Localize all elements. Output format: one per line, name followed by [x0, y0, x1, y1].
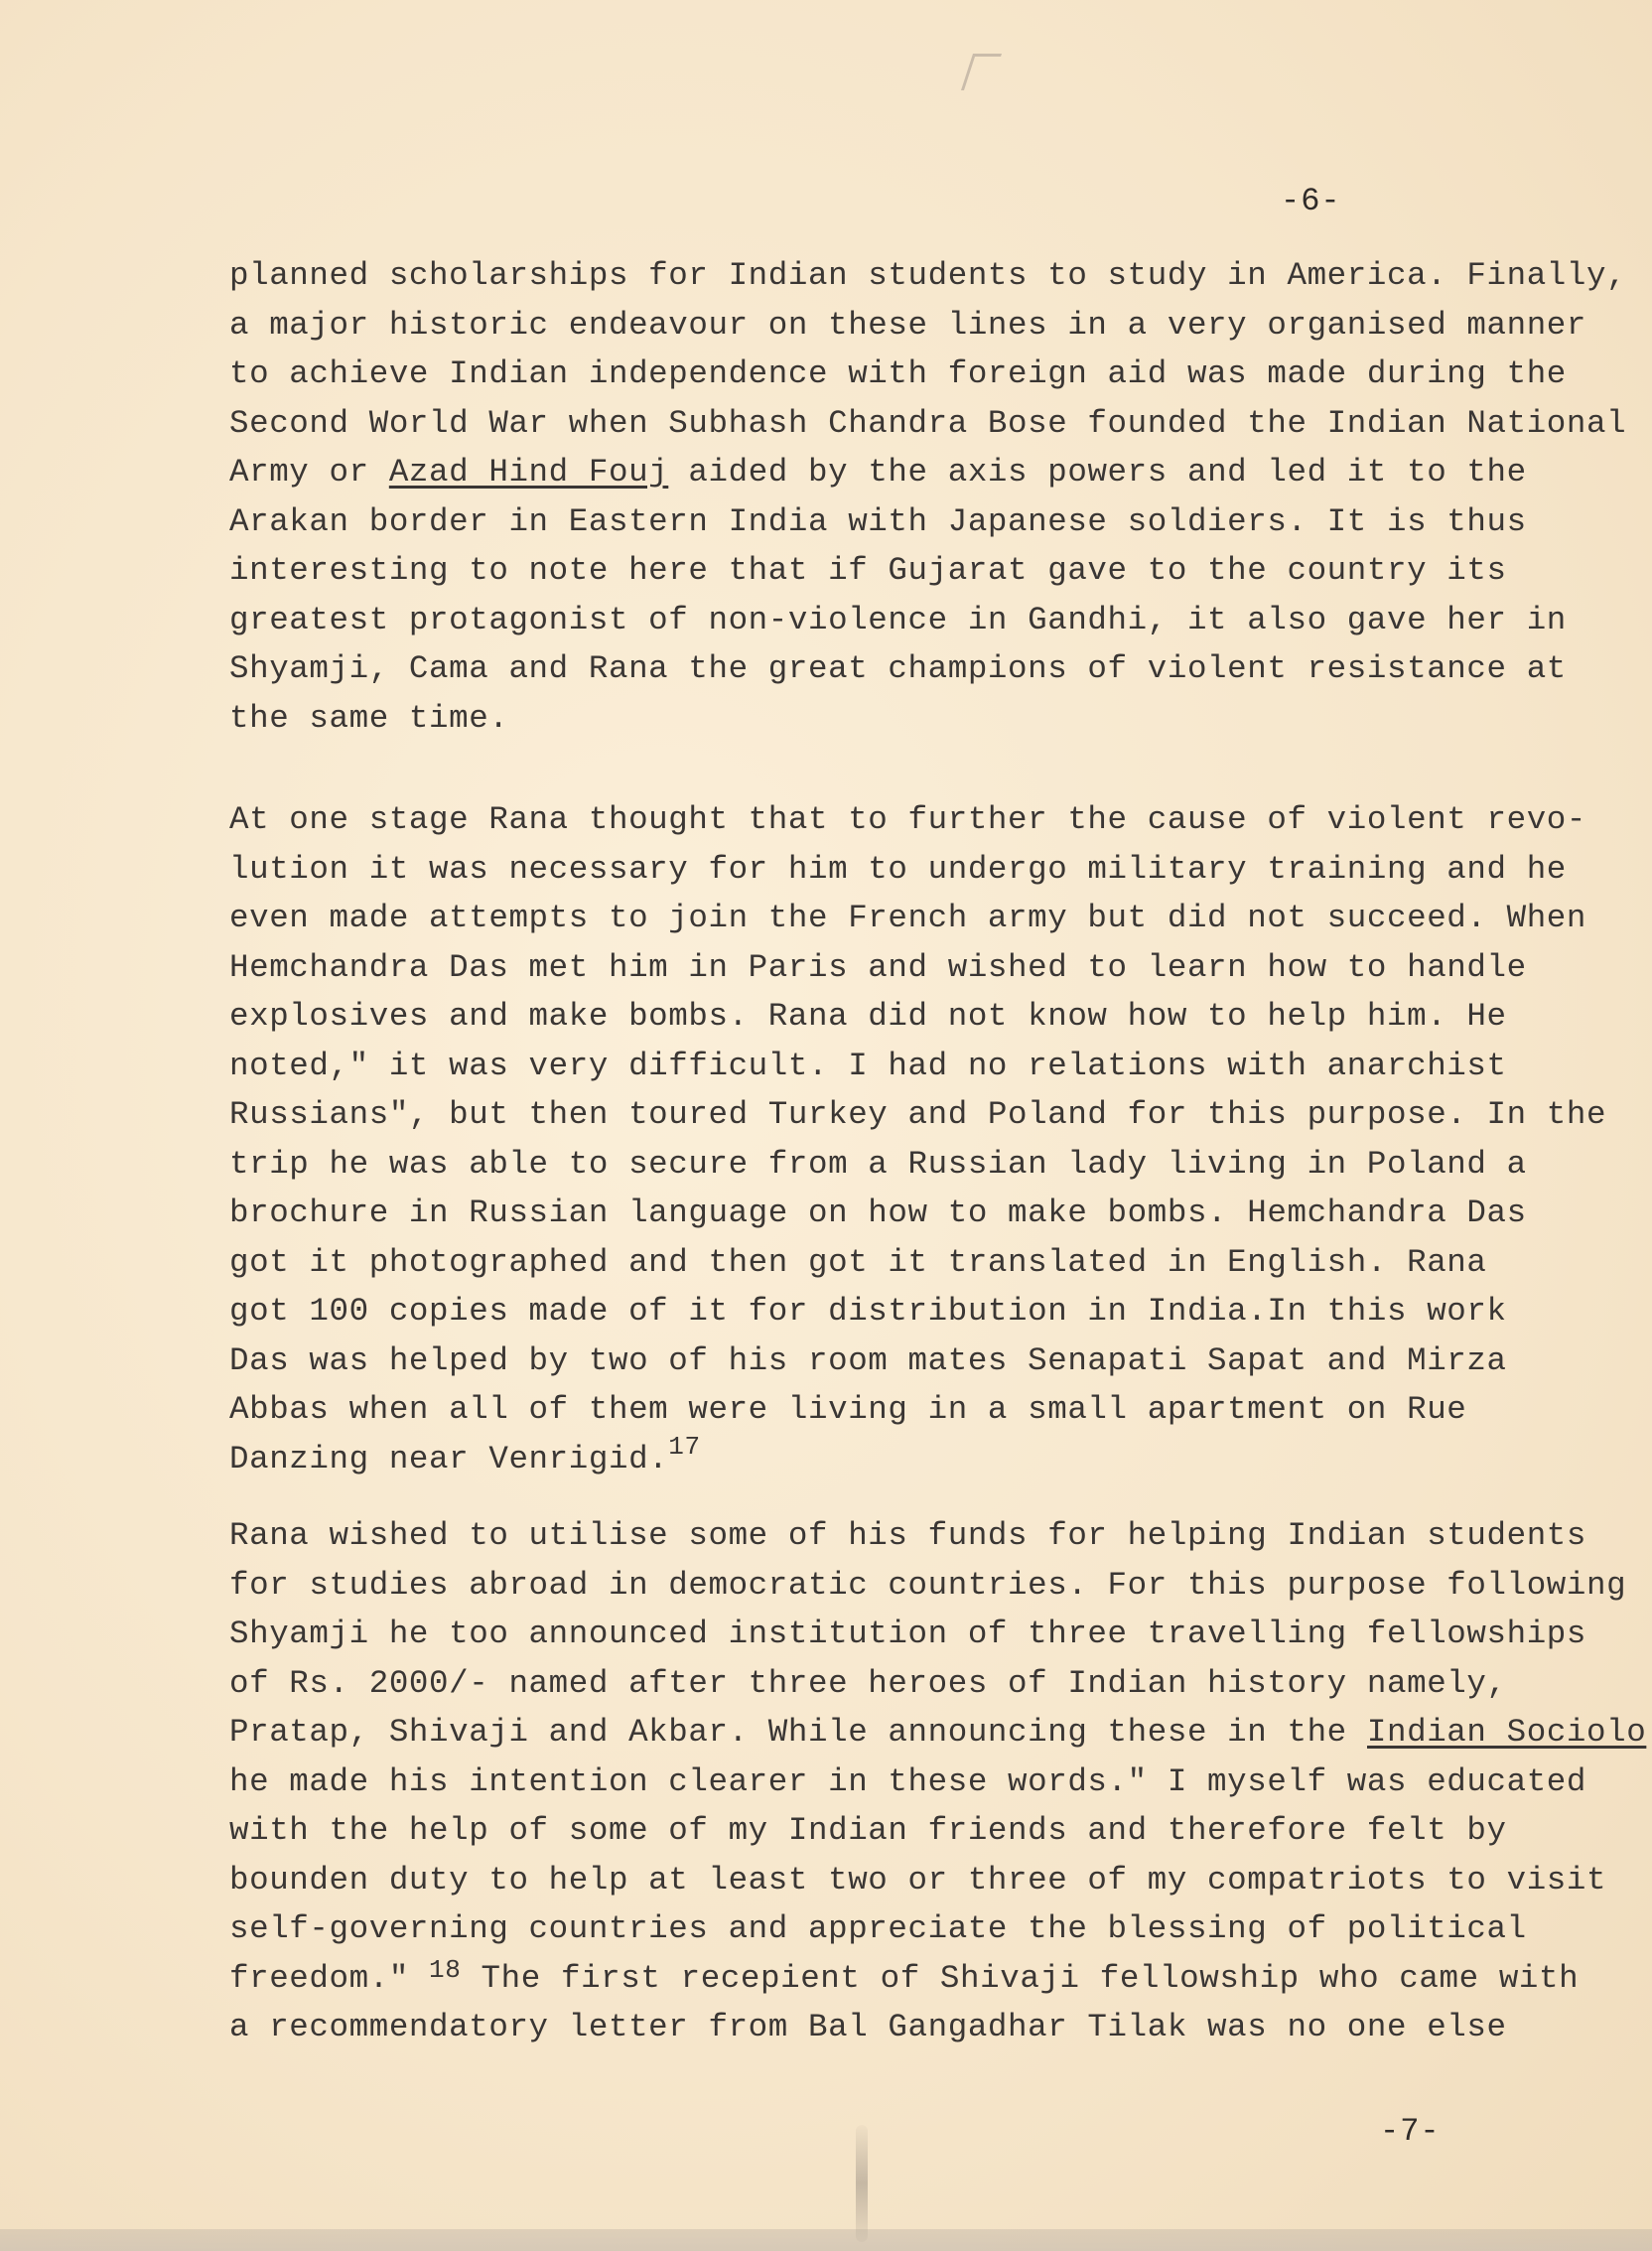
text-line: brochure in Russian language on how to make bombs. Hemchandra Das [229, 1195, 1527, 1231]
paper-fold-mark [856, 2125, 868, 2242]
text-line: got 100 copies made of it for distribution in India.In this work [229, 1293, 1507, 1330]
text-segment: Danzing near Venrigid. [229, 1440, 669, 1477]
text-line: for studies abroad in democratic countries. For this purpose following [229, 1566, 1627, 1604]
text-segment: aided by the axis powers and led it to the [668, 454, 1527, 491]
paragraph-3 [229, 1511, 1626, 2052]
text-line: he made his intention clearer in these words." I myself was educated [229, 1762, 1587, 1800]
paragraph-1 [229, 251, 1626, 743]
text-line: of Rs. 2000/- named after three heroes of Indian history namely, [229, 1664, 1507, 1702]
text-segment: freedom." [229, 1959, 430, 1997]
text-line: Abbas when all of them were living in a small apartment on Rue [229, 1391, 1467, 1428]
text-line: the same time. [229, 699, 509, 737]
text-line: lution it was necessary for him to undergo military training and he [229, 850, 1567, 888]
page-number-top: -6- [1281, 183, 1341, 219]
text-line: with the help of some of my Indian friends and therefore felt by [229, 1812, 1507, 1849]
text-line: self-governing countries and appreciate the blessing of political [229, 1910, 1527, 1947]
text-line: a recommendatory letter from Bal Gangadhar Tilak was no one else [229, 2009, 1507, 2045]
text-line [229, 1431, 1606, 1492]
paragraph-2 [229, 795, 1606, 1492]
page-number-bottom: -7- [1380, 2113, 1441, 2150]
footnote-marker: 17 [668, 1431, 701, 1462]
underlined-title [1367, 1708, 1650, 1757]
text-segment: The first recepient of Shivaji fellowship who came with [461, 1959, 1580, 1997]
underlined-title: Azad Hind Fouj [388, 454, 669, 491]
text-line: interesting to note here that if Gujarat gave to the country its [229, 552, 1507, 589]
text-line [229, 448, 1626, 497]
text-line: Hemchandra Das met him in Paris and wished to learn how to handle [229, 948, 1527, 986]
text-line: trip he was able to secure from a Russian lady living in Poland a [229, 1145, 1527, 1183]
text-line: Shyamji, Cama and Rana the great champions of violent resistance at [229, 650, 1567, 687]
text-line: to achieve Indian independence with foreign aid was made during the [229, 355, 1567, 392]
text-line: explosives and make bombs. Rana did not know how to help him. He [229, 998, 1507, 1035]
text-line: got it photographed and then got it translated in English. Rana [229, 1243, 1487, 1281]
text-line: noted," it was very difficult. I had no relations with anarchist [229, 1047, 1507, 1084]
text-line: bounden duty to help at least two or three of my compatriots to visit [229, 1861, 1607, 1899]
text-line: Arakan border in Eastern India with Japanese soldiers. It is thus [229, 502, 1527, 540]
text-line: greatest protagonist of non-violence in Gandhi, it also gave her in [229, 601, 1567, 638]
text-line: At one stage Rana thought that to further the cause of violent revo- [229, 801, 1587, 838]
pencil-mark-icon [961, 54, 1002, 90]
text-line: Pratap, Shivaji and Akbar. While announcing these in the [229, 1714, 1367, 1751]
text-line: Russians", but then toured Turkey and Poland for this purpose. In the [229, 1096, 1607, 1133]
page-edge-shadow [0, 2229, 1652, 2251]
text-line [229, 1954, 1626, 2004]
text-line: planned scholarships for Indian students to study in America. Finally, [229, 257, 1627, 294]
text-line: Das was helped by two of his room mates Senapati Sapat and Mirza [229, 1341, 1507, 1379]
text-line: Second World War when Subhash Chandra Bose founded the Indian National [229, 404, 1627, 442]
text-segment: Army or [229, 454, 389, 491]
text-line: even made attempts to join the French army but did not succeed. When [229, 900, 1587, 936]
text-line: a major historic endeavour on these lines in a very organised manner [229, 306, 1587, 344]
text-line: Rana wished to utilise some of his funds for helping Indian students [229, 1517, 1587, 1554]
underlined-title-text: Indian Sociolo [1366, 1714, 1647, 1751]
footnote-marker: 18 [429, 1954, 462, 1985]
text-line: Shyamji he too announced institution of three travelling fellowships [229, 1616, 1587, 1652]
